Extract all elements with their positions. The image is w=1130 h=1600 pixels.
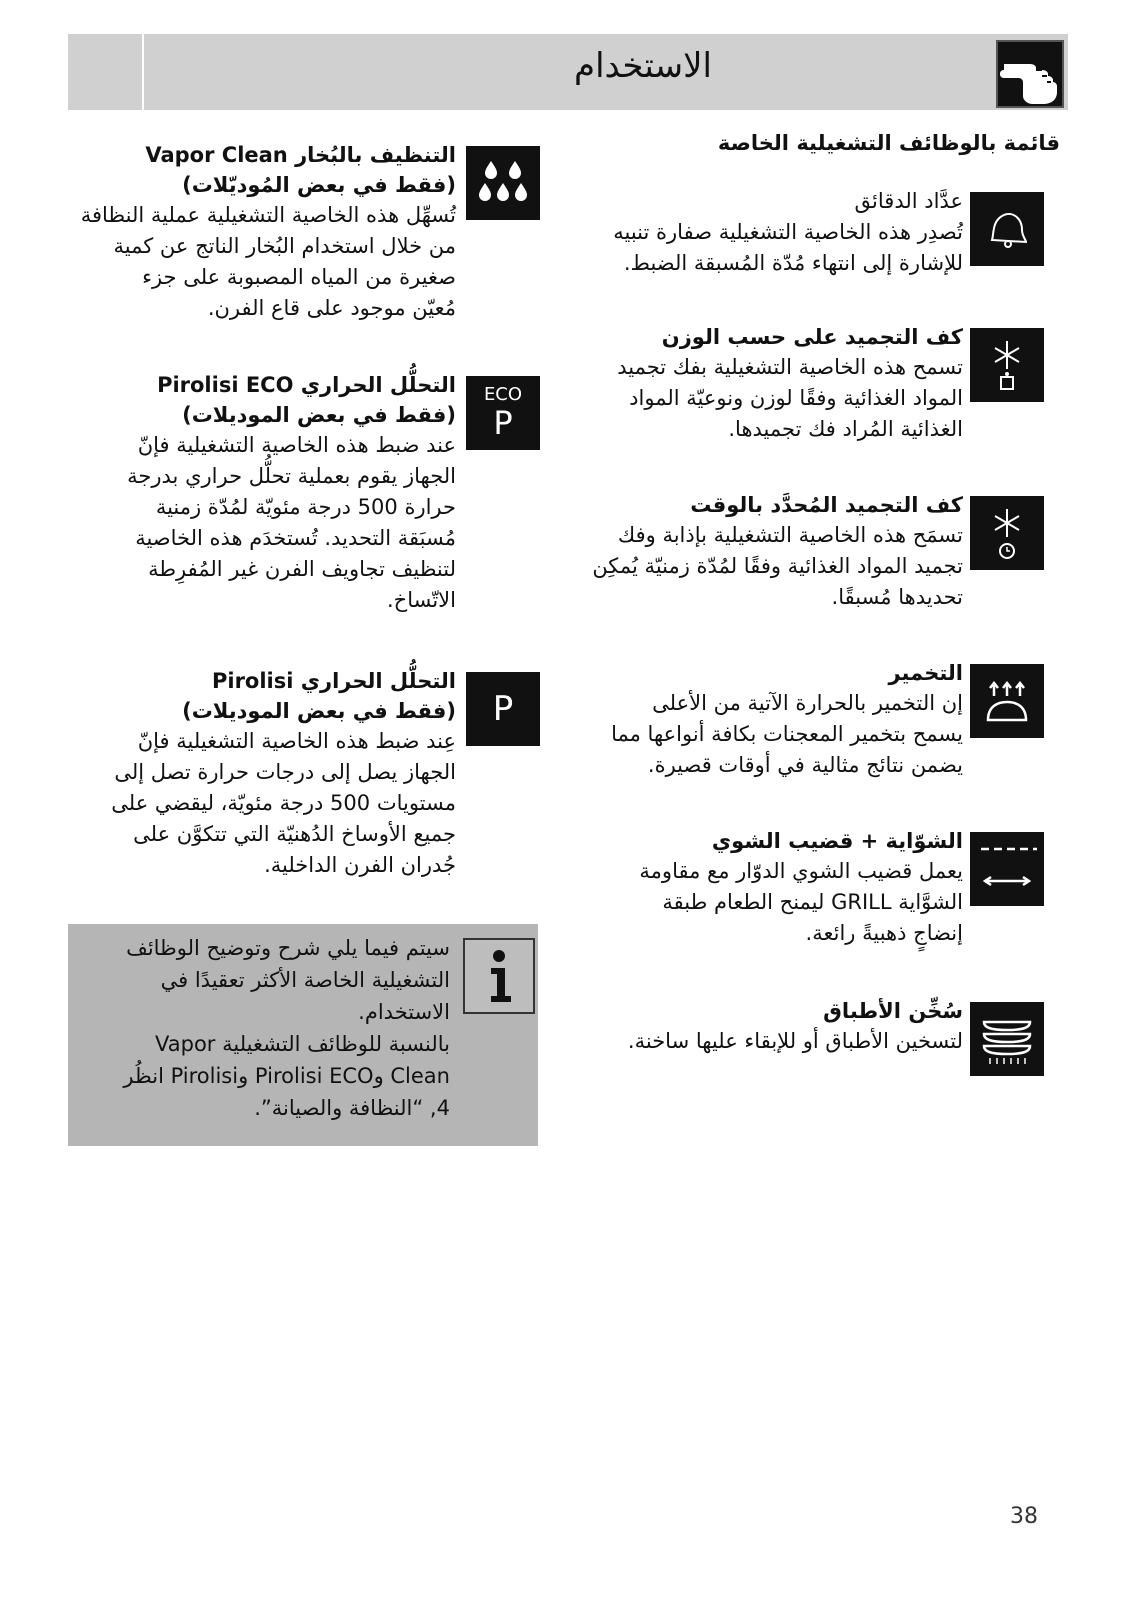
function-line: الجهاز يصل إلى درجات حرارة تصل إلى xyxy=(114,760,456,784)
function-line: يسمح بتخمير المعجنات بكافة أنواعها مما xyxy=(611,722,963,746)
function-text xyxy=(575,658,963,781)
function-line: تُسهِّل هذه الخاصية التشغيلية عملية النظافة xyxy=(80,203,456,227)
info-line: سيتم فيما يلي شرح وتوضيح الوظائف xyxy=(126,936,450,960)
info-line: Clean وPirolisi ECO وPirolisi انظُر xyxy=(123,1064,450,1088)
info-text xyxy=(80,932,450,1124)
function-line: يضمن نتائج مثالية في أوقات قصيرة. xyxy=(647,753,963,777)
function-line: من خلال استخدام البُخار الناتج عن كمية xyxy=(113,234,456,258)
function-line: تسمح هذه الخاصية التشغيلية بفك تجميد xyxy=(617,355,963,379)
function-line: حرارة 500 درجة مئويّة لمُدّة زمنية xyxy=(155,495,456,519)
function-line: مُسبَقة التحديد. تُستخدَم هذه الخاصية xyxy=(135,526,456,550)
function-line: مُعيّن موجود على قاع الفرن. xyxy=(207,296,456,320)
function-title: سُخِّن الأطباق xyxy=(823,999,963,1023)
function-line: مستويات 500 درجة مئويّة، ليقضي على xyxy=(111,791,456,815)
function-line: المواد الغذائية وفقًا لوزن ونوعيّة المواد xyxy=(629,386,963,410)
snowflake-clock-icon xyxy=(970,496,1044,570)
function-line: تسمَح هذه الخاصية التشغيلية بإذابة وفك xyxy=(617,523,963,547)
function-title: كف التجميد على حسب الوزن xyxy=(661,325,963,349)
function-title: التخمير xyxy=(888,661,963,685)
function-text xyxy=(575,186,963,279)
function-title: التنظيف بالبُخار Vapor Clean xyxy=(145,143,456,167)
function-line: الشوَّاية GRILL ليمنح الطعام طبقة xyxy=(662,890,963,914)
function-subtitle: (فقط في بعض الموديلات) xyxy=(182,699,456,723)
snowflake-weight-icon xyxy=(970,328,1044,402)
water-drops-icon xyxy=(466,146,540,220)
header-divider xyxy=(142,34,144,110)
function-line: الاتّساخ. xyxy=(386,588,456,612)
function-title: التحلُّل الحراري Pirolisi ECO xyxy=(157,373,456,397)
leavening-icon xyxy=(970,664,1044,738)
p-letter: P xyxy=(492,689,514,729)
info-line: 4, “النظافة والصيانة”. xyxy=(254,1096,450,1120)
info-line: التشغيلية الخاصة الأكثر تعقيدًا في xyxy=(160,968,450,992)
function-title: التحلُّل الحراري Pirolisi xyxy=(211,669,456,693)
function-text xyxy=(575,996,963,1057)
function-line: جميع الأوساخ الدُهنيّة التي تتكوَّن على xyxy=(133,822,456,846)
function-line: لتسخين الأطباق أو للإبقاء عليها ساخنة. xyxy=(627,1029,963,1053)
function-subtitle: (فقط في بعض الموديلات) xyxy=(182,403,456,427)
function-line: تحديدها مُسبقًا. xyxy=(831,585,963,609)
bell-icon xyxy=(970,192,1044,266)
function-title: عدَّاد الدقائق xyxy=(854,189,963,213)
function-line: الجهاز يقوم بعملية تحلُّل حراري بدرجة xyxy=(127,464,456,488)
function-line: إن التخمير بالحرارة الآتية من الأعلى xyxy=(652,691,963,715)
function-title: كف التجميد المُحدَّد بالوقت xyxy=(690,493,963,517)
function-text xyxy=(575,322,963,445)
function-text xyxy=(68,140,456,324)
function-line: عند ضبط هذه الخاصية التشغيلية فإنّ xyxy=(137,433,456,457)
eco-label: ECO xyxy=(483,384,523,405)
info-line: بالنسبة للوظائف التشغيلية Vapor xyxy=(155,1032,450,1056)
function-line: جُدران الفرن الداخلية. xyxy=(264,853,456,877)
info-box xyxy=(68,924,538,1146)
pointing-hand-icon xyxy=(996,40,1064,108)
function-line: للإشارة إلى انتهاء مُدّة المُسبقة الضبط. xyxy=(623,251,963,275)
function-line: إنضاجٍ ذهبيةً رائعة. xyxy=(805,921,963,945)
function-line: لتنظيف تجاويف الفرن غير المُفرِطة xyxy=(148,557,456,581)
function-line: تُصدِر هذه الخاصية التشغيلية صفارة تنبيه xyxy=(613,220,963,244)
page-title: الاستخدام xyxy=(574,46,712,86)
function-line: تجميد المواد الغذائية وفقًا لمُدّة زمنيّة يُمكِن xyxy=(592,554,963,578)
function-line: الغذائية المُراد فك تجميدها. xyxy=(728,417,963,441)
page-header xyxy=(68,34,1068,110)
function-subtitle: (فقط في بعض المُوديّلات) xyxy=(182,173,456,197)
function-text xyxy=(68,666,456,881)
plate-warmer-icon xyxy=(970,1002,1044,1076)
special-functions-column xyxy=(575,128,1060,1053)
function-title: الشوّاية + قضيب الشوي xyxy=(711,829,963,853)
eco-p-icon xyxy=(466,376,540,450)
grill-rotisserie-icon xyxy=(970,832,1044,906)
page-number: 38 xyxy=(1010,1504,1038,1529)
function-line: صغيرة من المياه المصبوبة على جزء xyxy=(142,265,456,289)
function-line: يعمل قضيب الشوي الدوّار مع مقاومة xyxy=(639,859,963,883)
info-icon xyxy=(463,938,535,1014)
function-text xyxy=(575,826,963,949)
function-text xyxy=(68,370,456,616)
info-line: الاستخدام. xyxy=(358,1000,450,1024)
function-line: عِند ضبط هذه الخاصية التشغيلية فإنّ xyxy=(137,729,456,753)
p-icon xyxy=(466,672,540,746)
section-title: قائمة بالوظائف التشغيلية الخاصة xyxy=(717,131,1060,155)
p-letter: P xyxy=(493,404,513,442)
function-text xyxy=(575,490,963,613)
